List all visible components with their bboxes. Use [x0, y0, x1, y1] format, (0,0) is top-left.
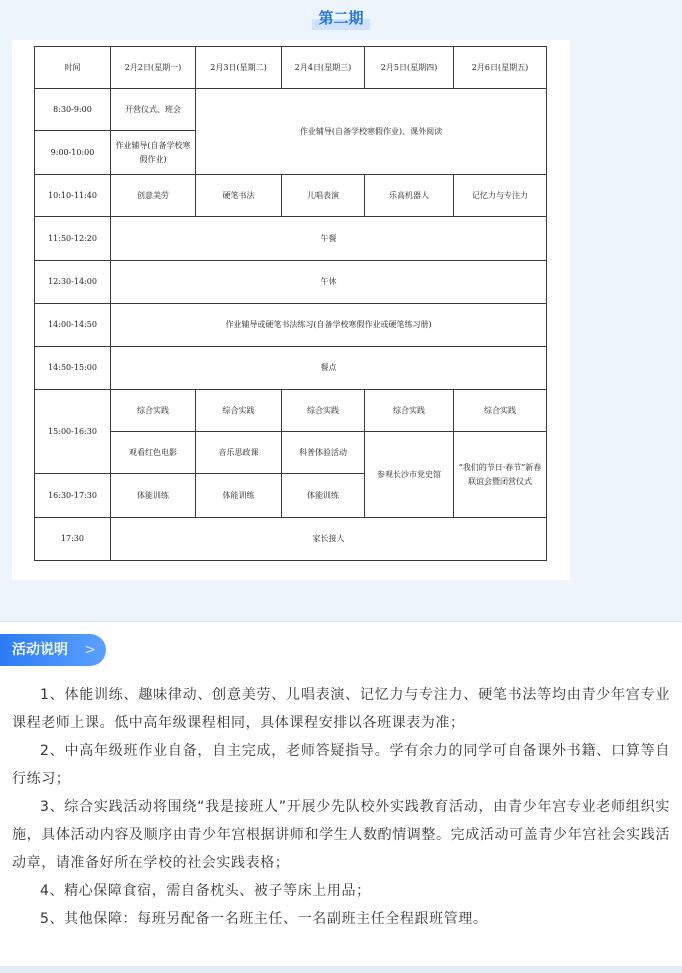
note-paragraph: 2、中高年级班作业自备，自主完成，老师答疑指导。学有余力的同学可自备课外书籍、口算等自行练习； — [12, 743, 670, 787]
time-cell: 17:30 — [35, 518, 111, 561]
schedule-table — [34, 46, 547, 561]
time-cell: 15:00-16:30 — [35, 390, 111, 474]
table-cell: 综合实践 — [111, 390, 196, 432]
table-cell: 午休 — [111, 261, 547, 304]
table-cell: 观看红色电影 — [111, 432, 196, 474]
table-row — [35, 261, 547, 304]
table-cell: 综合实践 — [196, 390, 282, 432]
table-cell: 参观长沙市党史馆 — [365, 432, 454, 518]
time-cell: 9:00-10:00 — [35, 131, 111, 175]
table-cell: 作业辅导(自备学校寒假作业) — [111, 131, 196, 175]
note-paragraph: 5、其他保障：每班另配备一名班主任、一名副班主任全程跟班管理。 — [40, 911, 488, 927]
table-cell: 开营仪式、班会 — [111, 89, 196, 131]
time-cell: 14:00-14:50 — [35, 304, 111, 347]
table-cell: 儿唱表演 — [282, 175, 365, 217]
time-cell: 8:30-9:00 — [35, 89, 111, 131]
table-cell: 乐高机器人 — [365, 175, 454, 217]
table-row — [35, 175, 547, 217]
table-cell: 综合实践 — [365, 390, 454, 432]
note-paragraph: 1、体能训练、趣味律动、创意美劳、儿唱表演、记忆力与专注力、硬笔书法等均由青少年宫专业课程老师上课。低中高年级课程相同，具体课程安排以各班课表为准； — [12, 687, 670, 731]
table-cell: 体能训练 — [196, 474, 282, 518]
time-cell: 10:10-11:40 — [35, 175, 111, 217]
header-cell: 2月2日(星期一) — [111, 47, 196, 89]
table-row — [35, 432, 547, 474]
header-cell: 2月4日(星期三) — [282, 47, 365, 89]
table-cell: 综合实践 — [454, 390, 547, 432]
table-cell: “我们的节日·春节”新春联谊会暨闭营仪式 — [454, 432, 547, 518]
table-cell: 综合实践 — [282, 390, 365, 432]
table-cell: 作业辅导(自备学校寒假作业)、课外阅读 — [196, 89, 547, 175]
table-row — [35, 390, 547, 432]
notes-text — [12, 681, 670, 933]
header-cell: 2月3日(星期二) — [196, 47, 282, 89]
header-cell: 时间 — [35, 47, 111, 89]
table-cell: 家长接人 — [111, 518, 547, 561]
table-cell: 餐点 — [111, 347, 547, 390]
table-row — [35, 518, 547, 561]
table-row — [35, 217, 547, 261]
table-header-row — [35, 47, 547, 89]
table-row — [35, 304, 547, 347]
header-cell: 2月5日(星期四) — [365, 47, 454, 89]
table-row — [35, 347, 547, 390]
period-title-text: 第二期 — [312, 6, 369, 30]
table-cell: 作业辅导或硬笔书法练习(自备学校寒假作业或硬笔练习册) — [111, 304, 547, 347]
table-cell: 硬笔书法 — [196, 175, 282, 217]
time-cell: 12:30-14:00 — [35, 261, 111, 304]
table-cell: 午餐 — [111, 217, 547, 261]
schedule-image — [12, 40, 570, 580]
time-cell: 11:50-12:20 — [35, 217, 111, 261]
notes-badge-label: 活动说明 — [12, 642, 68, 658]
header-cell: 2月6日(星期五) — [454, 47, 547, 89]
note-paragraph: 3、综合实践活动将围绕“我是接班人”开展少先队校外实践教育活动，由青少年宫专业老师组织实施，具体活动内容及顺序由青少年宫根据讲师和学生人数酌情调整。完成活动可盖青少年宫社会实践活动章，请准备好所在学校的社会实践表格； — [12, 799, 670, 871]
chevron-right-icon: > — [84, 642, 96, 658]
notes-badge — [0, 634, 106, 666]
table-row — [35, 89, 547, 131]
table-cell: 体能训练 — [282, 474, 365, 518]
table-cell: 记忆力与专注力 — [454, 175, 547, 217]
table-cell: 科普体验活动 — [282, 432, 365, 474]
table-cell: 创意美劳 — [111, 175, 196, 217]
bottom-bar — [0, 966, 682, 973]
note-paragraph: 4、精心保障食宿，需自备枕头、被子等床上用品； — [40, 883, 371, 899]
table-cell: 体能训练 — [111, 474, 196, 518]
period-title — [0, 6, 682, 30]
time-cell: 16:30-17:30 — [35, 474, 111, 518]
time-cell: 14:50-15:00 — [35, 347, 111, 390]
table-cell: 音乐思政课 — [196, 432, 282, 474]
